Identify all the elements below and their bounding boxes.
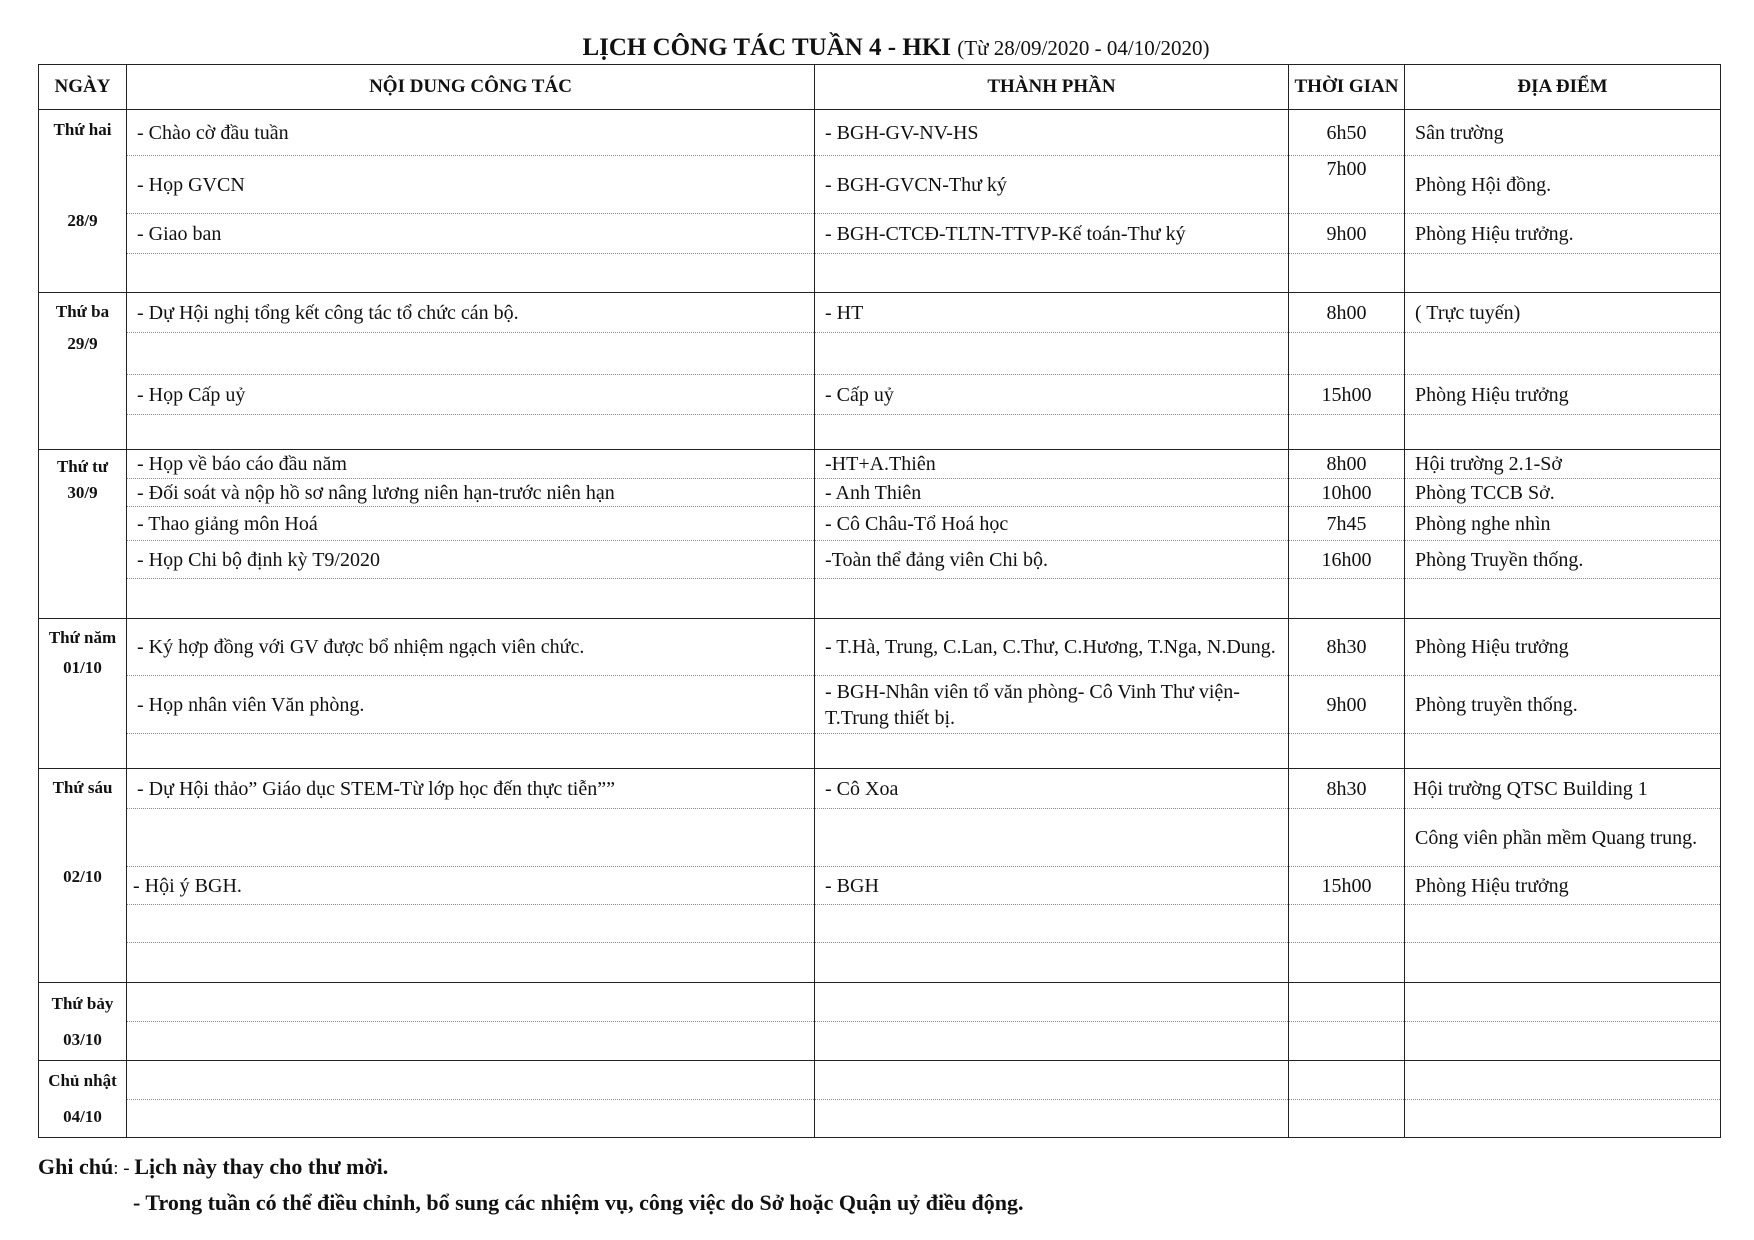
notes-dash: - (118, 1158, 135, 1179)
place-cell: Phòng Hội đồng. (1405, 156, 1721, 214)
place-cell (1405, 333, 1721, 375)
table-row (39, 1061, 1721, 1100)
time-cell (1289, 1022, 1405, 1061)
day-name: Thứ ba (55, 302, 110, 321)
content-cell: - Ký hợp đồng với GV được bổ nhiệm ngạch viên chức. (127, 619, 815, 676)
content-cell (127, 943, 815, 983)
content-cell (127, 1100, 815, 1138)
members-cell: -HT+A.Thiên (815, 450, 1289, 479)
time-cell (1289, 254, 1405, 293)
members-cell: - Cô Xoa (815, 769, 1289, 809)
members-cell (815, 579, 1289, 619)
members-cell (815, 809, 1289, 867)
place-cell: Hội trường 2.1-Sở (1405, 450, 1721, 479)
table-row (39, 769, 1721, 809)
members-cell: - BGH-GVCN-Thư ký (815, 156, 1289, 214)
place-cell: Sân trường (1405, 110, 1721, 156)
place-cell (1405, 1061, 1721, 1100)
day-name: Thứ hai (53, 120, 112, 139)
members-cell (815, 1022, 1289, 1061)
day-date: 02/10 (63, 867, 102, 886)
content-cell (127, 983, 815, 1022)
table-row (39, 293, 1721, 333)
content-cell (127, 333, 815, 375)
day-cell-tuesday (39, 293, 127, 450)
members-cell: - BGH-CTCĐ-TLTN-TTVP-Kế toán-Thư ký (815, 214, 1289, 254)
notes-label: Ghi chú (38, 1154, 114, 1179)
time-cell (1289, 1061, 1405, 1100)
content-cell (127, 254, 815, 293)
header-place: ĐỊA ĐIỂM (1405, 65, 1721, 110)
table-row (39, 676, 1721, 734)
place-cell (1405, 1100, 1721, 1138)
table-row (39, 905, 1721, 943)
place-cell: ( Trực tuyến) (1405, 293, 1721, 333)
day-name: Thứ tư (56, 457, 109, 476)
time-cell: 15h00 (1289, 867, 1405, 905)
content-cell: - Họp nhân viên Văn phòng. (127, 676, 815, 734)
table-row (39, 375, 1721, 415)
day-cell-saturday (39, 983, 127, 1061)
time-cell: 8h00 (1289, 293, 1405, 333)
place-cell (1405, 579, 1721, 619)
place-cell (1405, 943, 1721, 983)
table-row (39, 983, 1721, 1022)
place-cell: Phòng truyền thống. (1405, 676, 1721, 734)
header-row (39, 65, 1721, 110)
day-date: 01/10 (63, 658, 102, 677)
content-cell (127, 1022, 815, 1061)
day-date: 04/10 (63, 1107, 102, 1126)
members-cell (815, 1061, 1289, 1100)
content-cell: - Họp Chi bộ định kỳ T9/2020 (127, 541, 815, 579)
content-cell: - Dự Hội thảo” Giáo dục STEM-Từ lớp học đến thực tiễn”” (127, 769, 815, 809)
table-row (39, 214, 1721, 254)
time-cell: 8h30 (1289, 619, 1405, 676)
content-cell: - Họp về báo cáo đầu năm (127, 450, 815, 479)
time-cell: 9h00 (1289, 676, 1405, 734)
day-cell-monday (39, 110, 127, 293)
time-cell (1289, 983, 1405, 1022)
content-cell: - Họp Cấp uỷ (127, 375, 815, 415)
members-cell (815, 734, 1289, 769)
members-cell: - BGH (815, 867, 1289, 905)
day-date: 29/9 (67, 334, 98, 353)
content-cell: - Dự Hội nghị tổng kết công tác tổ chức cán bộ. (127, 293, 815, 333)
place-cell: Phòng Hiệu trưởng (1405, 867, 1721, 905)
members-cell (815, 415, 1289, 450)
header-content: NỘI DUNG CÔNG TÁC (127, 65, 815, 110)
members-cell (815, 983, 1289, 1022)
content-cell (127, 1061, 815, 1100)
day-name: Thứ bảy (51, 993, 114, 1013)
day-name: Thứ năm (48, 628, 117, 647)
time-cell: 15h00 (1289, 375, 1405, 415)
members-cell (815, 943, 1289, 983)
table-row (39, 110, 1721, 156)
table-row (39, 1022, 1721, 1061)
members-cell: -Toàn thể đảng viên Chi bộ. (815, 541, 1289, 579)
content-cell (127, 809, 815, 867)
place-cell (1405, 905, 1721, 943)
members-cell (815, 333, 1289, 375)
place-cell (1405, 415, 1721, 450)
time-cell (1289, 1100, 1405, 1138)
members-cell (815, 254, 1289, 293)
header-members: THÀNH PHẦN (815, 65, 1289, 110)
members-cell: - BGH-Nhân viên tổ văn phòng- Cô Vinh Thư viện-T.Trung thiết bị. (815, 676, 1289, 734)
header-time: THỜI GIAN (1289, 65, 1405, 110)
table-row (39, 415, 1721, 450)
table-row (39, 450, 1721, 479)
header-day: NGÀY (39, 65, 127, 110)
notes-colon: : (113, 1158, 119, 1179)
place-cell: Phòng Hiệu trưởng. (1405, 214, 1721, 254)
content-cell (127, 905, 815, 943)
members-cell (815, 1100, 1289, 1138)
table-row (39, 541, 1721, 579)
time-cell (1289, 333, 1405, 375)
place-cell: Phòng Hiệu trưởng (1405, 375, 1721, 415)
table-row (39, 619, 1721, 676)
time-cell: 7h00 (1289, 156, 1405, 214)
table-row (39, 479, 1721, 507)
table-row (39, 867, 1721, 905)
time-cell: 6h50 (1289, 110, 1405, 156)
title-main: LỊCH CÔNG TÁC TUẦN 4 - HKI (582, 34, 952, 61)
content-cell (127, 734, 815, 769)
time-cell: 16h00 (1289, 541, 1405, 579)
day-name: Thứ sáu (52, 778, 113, 797)
members-cell: - T.Hà, Trung, C.Lan, C.Thư, C.Hương, T.Nga, N.Dung. (815, 619, 1289, 676)
table-row (39, 734, 1721, 769)
day-cell-wednesday (39, 450, 127, 619)
table-row (39, 943, 1721, 983)
time-cell (1289, 809, 1405, 867)
place-cell (1405, 254, 1721, 293)
table-row (39, 156, 1721, 214)
notes-text-1: Lịch này thay cho thư mời. (134, 1154, 389, 1179)
members-cell: - HT (815, 293, 1289, 333)
table-row (39, 333, 1721, 375)
table-row (39, 254, 1721, 293)
content-cell: - Chào cờ đầu tuần (127, 110, 815, 156)
page-title (0, 33, 1754, 63)
members-cell (815, 905, 1289, 943)
time-cell (1289, 943, 1405, 983)
content-cell: - Họp GVCN (127, 156, 815, 214)
time-cell: 8h00 (1289, 450, 1405, 479)
time-cell: 8h30 (1289, 769, 1405, 809)
time-cell: 10h00 (1289, 479, 1405, 507)
members-cell: - BGH-GV-NV-HS (815, 110, 1289, 156)
content-cell: - Hội ý BGH. (127, 867, 815, 905)
members-cell: - Anh Thiên (815, 479, 1289, 507)
title-date-range: (Từ 28/09/2020 - 04/10/2020) (957, 36, 1210, 60)
day-cell-thursday (39, 619, 127, 769)
time-cell (1289, 734, 1405, 769)
place-cell: Công viên phần mềm Quang trung. (1405, 809, 1721, 867)
place-cell (1405, 983, 1721, 1022)
members-cell: - Cô Châu-Tổ Hoá học (815, 507, 1289, 541)
place-cell (1405, 734, 1721, 769)
day-cell-friday (39, 769, 127, 983)
place-cell: Phòng Truyền thống. (1405, 541, 1721, 579)
time-cell: 7h45 (1289, 507, 1405, 541)
place-cell: Phòng Hiệu trưởng (1405, 619, 1721, 676)
table-row (39, 1100, 1721, 1138)
time-cell (1289, 579, 1405, 619)
place-cell (1405, 1022, 1721, 1061)
day-name: Chủ nhật (48, 1071, 117, 1090)
day-date: 03/10 (63, 1029, 102, 1049)
table-row (39, 579, 1721, 619)
notes-section (38, 1150, 1024, 1220)
table-row (39, 507, 1721, 541)
notes-line-1 (38, 1150, 1024, 1186)
place-cell: Phòng TCCB Sở. (1405, 479, 1721, 507)
time-cell: 9h00 (1289, 214, 1405, 254)
table-row (39, 809, 1721, 867)
place-cell: Hội trường QTSC Building 1 (1405, 769, 1721, 809)
members-cell: - Cấp uỷ (815, 375, 1289, 415)
time-cell (1289, 415, 1405, 450)
schedule-table (38, 64, 1721, 1138)
content-cell (127, 579, 815, 619)
content-cell: - Thao giảng môn Hoá (127, 507, 815, 541)
day-date: 28/9 (67, 211, 98, 230)
time-cell (1289, 905, 1405, 943)
content-cell: - Giao ban (127, 214, 815, 254)
notes-line-2: - Trong tuần có thể điều chỉnh, bổ sung các nhiệm vụ, công việc do Sở hoặc Quận uỷ điều động. (133, 1190, 1024, 1215)
day-date: 30/9 (67, 483, 98, 502)
content-cell (127, 415, 815, 450)
place-cell: Phòng nghe nhìn (1405, 507, 1721, 541)
day-cell-sunday (39, 1061, 127, 1138)
content-cell: - Đối soát và nộp hồ sơ nâng lương niên hạn-trước niên hạn (127, 479, 815, 507)
